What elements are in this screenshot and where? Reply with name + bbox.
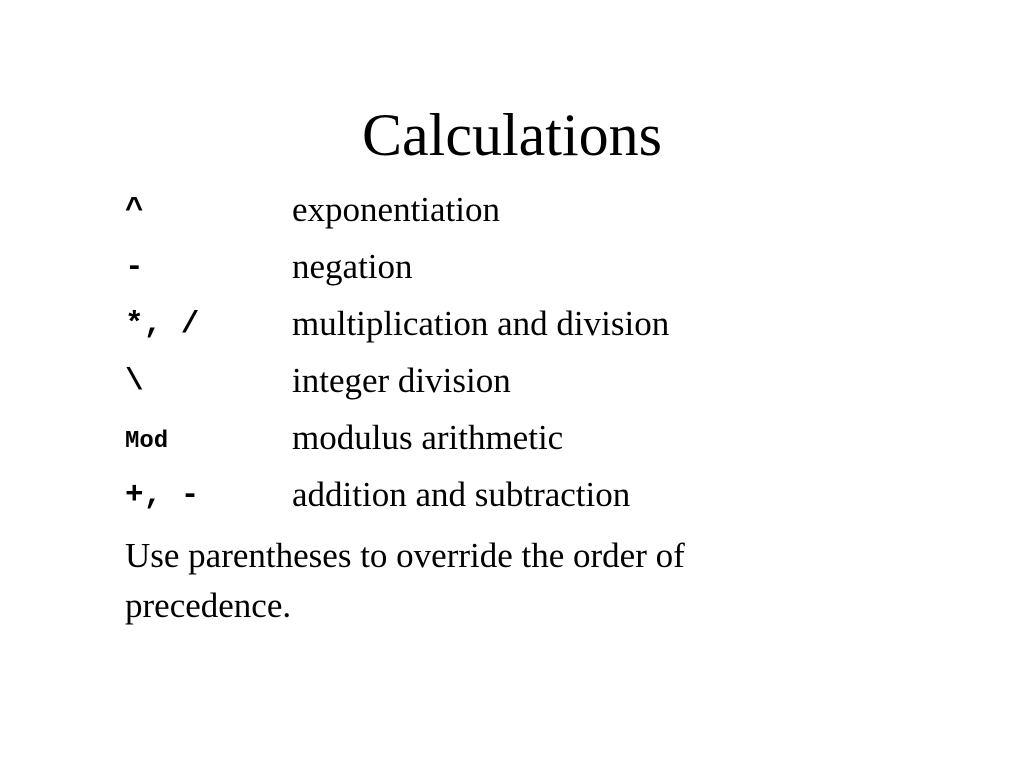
operator-description: integer division — [292, 361, 511, 400]
operator-row-negation — [125, 243, 905, 300]
operator-description: addition and subtraction — [292, 475, 631, 514]
operator-symbol: ^ — [125, 193, 144, 228]
operator-description: exponentiation — [292, 190, 501, 229]
operator-symbol: \ — [125, 364, 144, 399]
slide-title: Calculations — [362, 102, 662, 168]
operator-symbol: - — [125, 250, 144, 285]
operator-description: negation — [292, 247, 413, 286]
operator-precedence-list — [125, 186, 905, 528]
precedence-note: Use parentheses to override the order of precedence. — [125, 536, 685, 625]
operator-row-exponentiation — [125, 186, 905, 243]
operator-symbol: +, - — [125, 478, 200, 513]
operator-description: multiplication and division — [292, 304, 670, 343]
operator-row-modulus — [125, 414, 905, 471]
operator-symbol: *, / — [125, 307, 200, 342]
operator-row-multiplication-division — [125, 300, 905, 357]
operator-row-addition-subtraction — [125, 471, 905, 528]
operator-symbol: Mod — [125, 428, 169, 455]
operator-row-integer-division — [125, 357, 905, 414]
operator-description: modulus arithmetic — [292, 418, 564, 457]
